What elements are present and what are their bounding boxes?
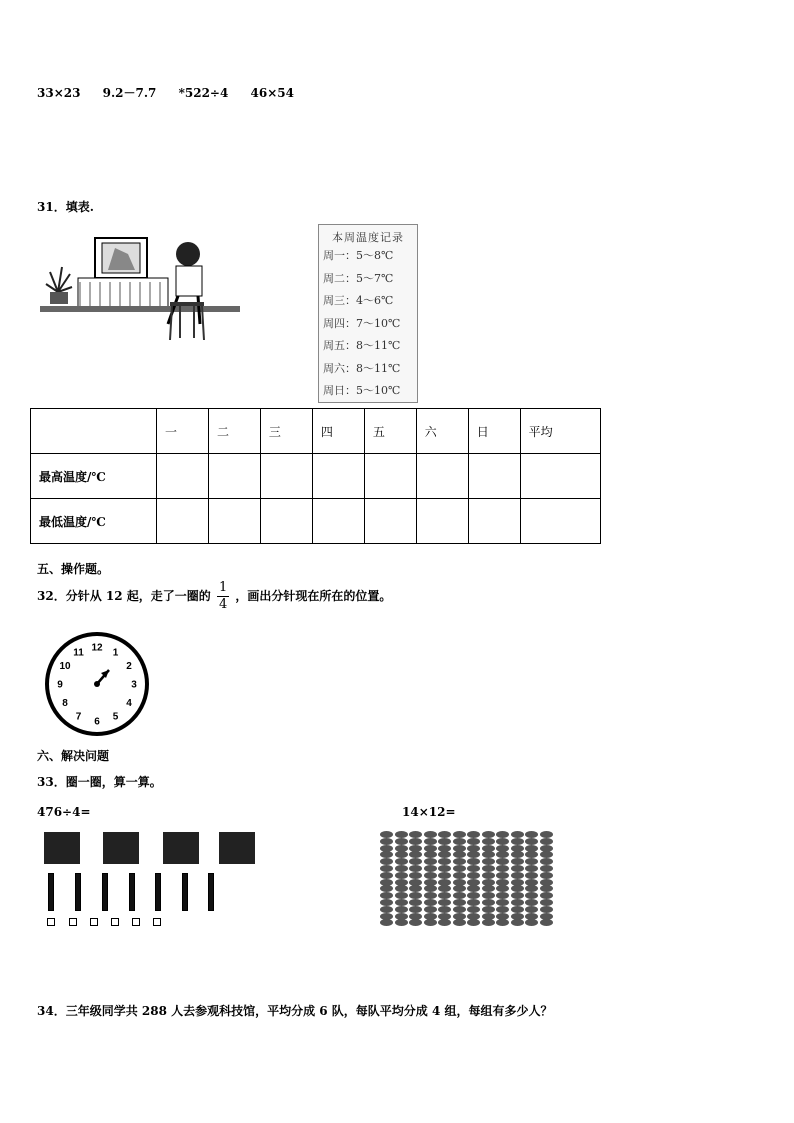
- one-cube[interactable]: [153, 918, 161, 926]
- dot: [424, 906, 437, 913]
- dot: [525, 899, 538, 906]
- dot: [511, 838, 524, 845]
- clock-number: 10: [59, 661, 71, 672]
- dot: [380, 919, 393, 926]
- dot: [511, 865, 524, 872]
- answer-cell[interactable]: [208, 499, 260, 544]
- temperature-table: [30, 408, 601, 544]
- hundred-block[interactable]: [163, 832, 199, 864]
- dot: [482, 831, 495, 838]
- clock-face[interactable]: [43, 630, 151, 738]
- dot: [482, 838, 495, 845]
- one-cube[interactable]: [132, 918, 140, 926]
- dot: [438, 838, 451, 845]
- clock-center: [94, 681, 100, 687]
- answer-cell[interactable]: [260, 499, 312, 544]
- answer-cell[interactable]: [260, 454, 312, 499]
- dot: [467, 838, 480, 845]
- dot: [424, 872, 437, 879]
- dot: [453, 838, 466, 845]
- dot: [511, 831, 524, 838]
- q33-right-expression: 14×12=: [402, 805, 456, 819]
- clock-number: 2: [126, 661, 132, 672]
- dot: [482, 899, 495, 906]
- dot: [453, 906, 466, 913]
- temperature-card-line: 周六：8～11℃: [323, 361, 401, 375]
- dot: [482, 919, 495, 926]
- table-row: [31, 454, 601, 499]
- dot: [496, 899, 509, 906]
- dot: [467, 872, 480, 879]
- clock-number: 9: [57, 679, 63, 691]
- dot: [453, 831, 466, 838]
- clock-number: 1: [112, 647, 119, 659]
- dot: [540, 838, 553, 845]
- dot: [511, 899, 524, 906]
- q33-label: 33．圈一圈，算一算。: [37, 775, 162, 789]
- dot: [467, 831, 480, 838]
- clock-number: 11: [73, 647, 84, 659]
- q32-text-after: ，画出分针现在所在的位置。: [235, 589, 392, 603]
- section-5-heading: 五、操作题。: [37, 562, 110, 576]
- calc-item: 33×23: [37, 86, 81, 100]
- dot: [525, 865, 538, 872]
- table-header-row: [31, 409, 601, 454]
- dot: [395, 899, 408, 906]
- dot: [380, 838, 393, 845]
- dot: [482, 906, 495, 913]
- answer-cell[interactable]: [468, 499, 520, 544]
- dot: [409, 899, 422, 906]
- dot: [409, 872, 422, 879]
- dot: [380, 831, 393, 838]
- dot: [409, 831, 422, 838]
- dot: [395, 872, 408, 879]
- table-header-cell: 三: [260, 409, 312, 454]
- table-header-cell: 一: [157, 409, 209, 454]
- dot: [482, 865, 495, 872]
- dot: [395, 906, 408, 913]
- temperature-card-title: 本周温度记录: [332, 231, 404, 244]
- answer-cell[interactable]: [364, 499, 416, 544]
- temperature-card-line: 周一：5～8℃: [323, 249, 394, 262]
- hundred-block[interactable]: [219, 832, 255, 864]
- dot: [467, 865, 480, 872]
- table-header-cell: [31, 409, 157, 454]
- dot: [496, 838, 509, 845]
- answer-cell[interactable]: [520, 454, 600, 499]
- dot: [525, 919, 538, 926]
- temperature-record-card: [318, 224, 418, 403]
- table-header-cell: 平均: [520, 409, 600, 454]
- dot: [380, 899, 393, 906]
- fraction-denominator: 4: [218, 597, 228, 612]
- q31-label: 31．填表.: [37, 200, 94, 214]
- table-row: [31, 499, 601, 544]
- dot: [380, 865, 393, 872]
- dot: [438, 831, 451, 838]
- dot: [424, 865, 437, 872]
- temperature-card-line: 周五：8～11℃: [323, 339, 401, 352]
- dot: [395, 831, 408, 838]
- dot: [511, 906, 524, 913]
- dot: [438, 899, 451, 906]
- clock-number: 4: [126, 698, 132, 709]
- dot: [525, 831, 538, 838]
- row-label: 最高温度/℃: [31, 454, 157, 499]
- dot: [540, 906, 553, 913]
- clock-number: 12: [91, 642, 103, 654]
- calc-item: *522÷4: [178, 86, 229, 100]
- dot: [409, 865, 422, 872]
- clock-number: 3: [131, 679, 137, 691]
- dot: [540, 831, 553, 838]
- dot: [540, 872, 553, 879]
- dot: [467, 899, 480, 906]
- child-watching-tv-illustration: [40, 232, 240, 344]
- dot: [424, 919, 437, 926]
- answer-cell[interactable]: [312, 499, 364, 544]
- dot: [438, 919, 451, 926]
- table-header-cell: 五: [364, 409, 416, 454]
- dot: [511, 919, 524, 926]
- calc-item: 46×54: [250, 86, 294, 100]
- answer-cell[interactable]: [157, 454, 209, 499]
- q33-left-expression: 476÷4=: [37, 805, 91, 819]
- dot: [424, 831, 437, 838]
- dot: [496, 865, 509, 872]
- table-header-cell: 四: [312, 409, 364, 454]
- q32-text-before: 32．分针从 12 起，走了一圈的: [37, 589, 211, 603]
- table-header-cell: 六: [416, 409, 468, 454]
- dot: [453, 872, 466, 879]
- dot: [453, 865, 466, 872]
- dot: [453, 899, 466, 906]
- answer-cell[interactable]: [416, 499, 468, 544]
- one-cube[interactable]: [47, 918, 55, 926]
- answer-cell[interactable]: [364, 454, 416, 499]
- dot: [496, 831, 509, 838]
- calc-item: 9.2－7.7: [102, 86, 157, 100]
- answer-cell[interactable]: [468, 454, 520, 499]
- dot: [482, 872, 495, 879]
- dot: [380, 872, 393, 879]
- dot: [525, 906, 538, 913]
- clock-number: 7: [75, 711, 82, 723]
- dot: [380, 906, 393, 913]
- ten-rod[interactable]: [48, 873, 54, 911]
- temperature-card-line: 周日：5～10℃: [323, 384, 401, 397]
- dot: [453, 919, 466, 926]
- calc-row: [37, 84, 312, 101]
- fraction-numerator: 1: [218, 580, 228, 595]
- dot: [511, 872, 524, 879]
- dot: [395, 838, 408, 845]
- temperature-card-line: 周二：5～7℃: [323, 271, 394, 285]
- ten-rod[interactable]: [155, 873, 161, 911]
- ten-rod[interactable]: [182, 873, 188, 911]
- dot: [540, 899, 553, 906]
- ten-rod[interactable]: [75, 873, 81, 911]
- dot-array[interactable]: [380, 831, 556, 927]
- q32-text: [37, 580, 391, 613]
- one-cube[interactable]: [90, 918, 98, 926]
- dot: [438, 872, 451, 879]
- dot: [424, 838, 437, 845]
- ten-rod[interactable]: [208, 873, 214, 911]
- clock-number: 5: [112, 711, 119, 723]
- dot: [540, 919, 553, 926]
- dot: [409, 919, 422, 926]
- one-cube[interactable]: [111, 918, 119, 926]
- dot: [467, 919, 480, 926]
- answer-cell[interactable]: [312, 454, 364, 499]
- dot: [395, 919, 408, 926]
- clock-number: 6: [94, 716, 100, 728]
- dot: [496, 872, 509, 879]
- row-label: 最低温度/℃: [31, 499, 157, 544]
- clock-number: 8: [62, 698, 68, 709]
- temperature-card-line: 周三：4～6℃: [323, 294, 394, 307]
- table-header-cell: 日: [468, 409, 520, 454]
- answer-cell[interactable]: [520, 499, 600, 544]
- dot: [395, 865, 408, 872]
- ten-rod[interactable]: [129, 873, 135, 911]
- hundred-block[interactable]: [44, 832, 80, 864]
- hundred-block[interactable]: [103, 832, 139, 864]
- section-6-heading: 六、解决问题: [37, 749, 110, 763]
- table-header-cell: 二: [208, 409, 260, 454]
- dot: [409, 906, 422, 913]
- dot: [409, 838, 422, 845]
- fraction: [217, 580, 229, 613]
- dot: [467, 906, 480, 913]
- dot: [496, 906, 509, 913]
- temperature-card-line: 周四：7～10℃: [323, 316, 401, 330]
- dot: [496, 919, 509, 926]
- dot: [525, 838, 538, 845]
- dot: [438, 865, 451, 872]
- dot: [540, 865, 553, 872]
- dot: [525, 872, 538, 879]
- dot: [438, 906, 451, 913]
- q34-text: 34．三年级同学共 288 人去参观科技馆，平均分成 6 队，每队平均分成 4 组，每组有多少人？: [37, 1004, 553, 1018]
- one-cube[interactable]: [69, 918, 77, 926]
- dot: [424, 899, 437, 906]
- answer-cell[interactable]: [157, 499, 209, 544]
- answer-cell[interactable]: [208, 454, 260, 499]
- ten-rod[interactable]: [102, 873, 108, 911]
- answer-cell[interactable]: [416, 454, 468, 499]
